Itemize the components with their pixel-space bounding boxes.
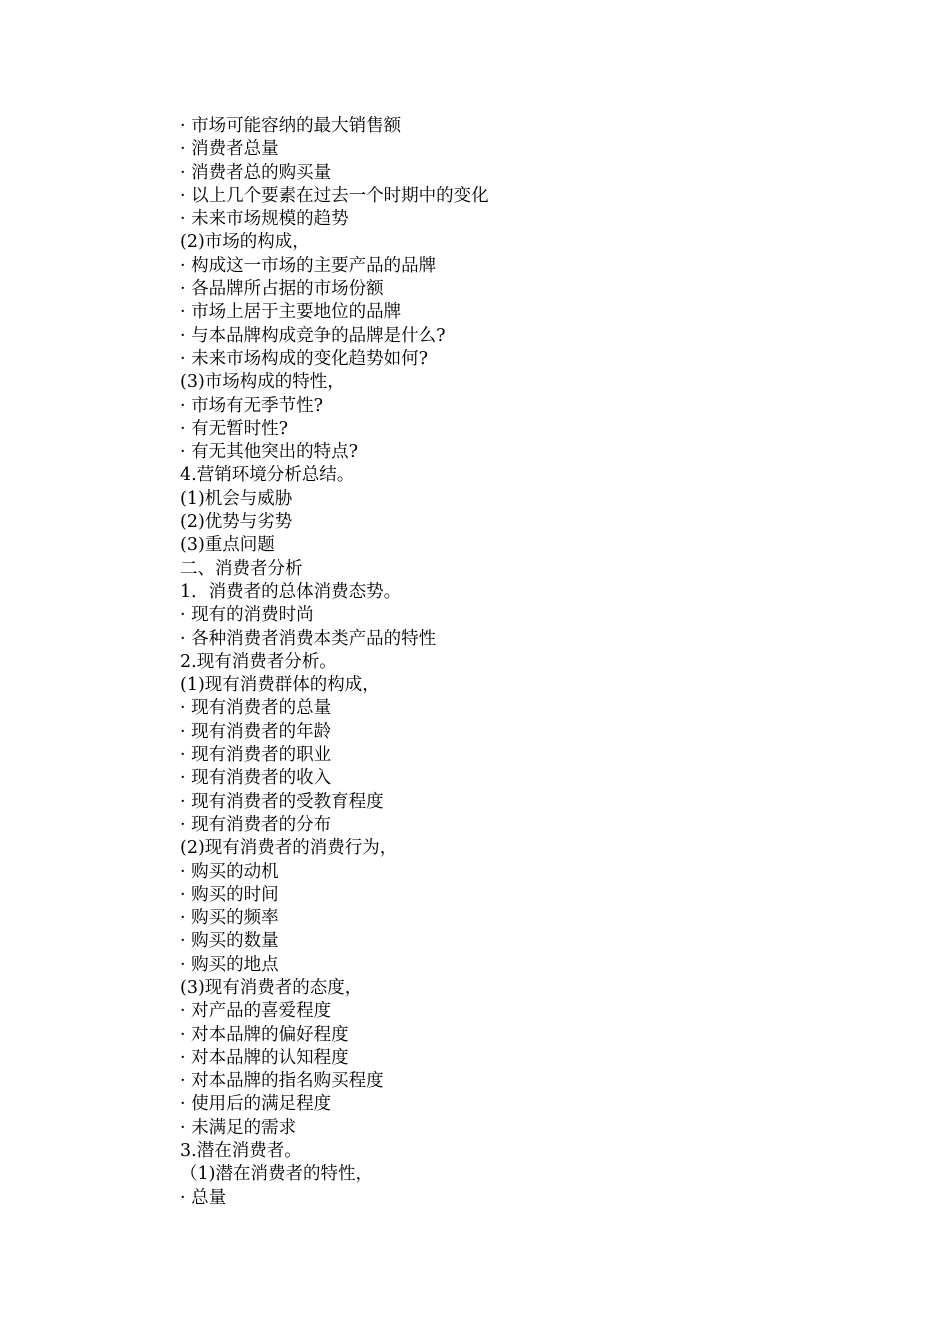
bullet-item: · 现有消费者的年龄: [180, 721, 332, 742]
bullet-item: · 未满足的需求: [180, 1117, 297, 1138]
bullet-item: · 现有消费者的收入: [180, 768, 332, 789]
bullet-item: · 有无其他突出的特点?: [180, 442, 359, 463]
section-heading: 4.营销环境分析总结。: [180, 465, 355, 486]
bullet-item: · 现有消费者的职业: [180, 745, 332, 766]
section-heading: 1．消费者的总体消费态势。: [180, 581, 402, 602]
bullet-item: · 购买的频率: [180, 908, 279, 929]
subsection-heading: (2)优势与劣势: [180, 512, 293, 533]
subsection-heading: (2)市场的构成，: [180, 232, 310, 253]
bullet-item: · 现有消费者的分布: [180, 814, 332, 835]
chapter-heading: 二、消费者分析: [180, 558, 303, 579]
bullet-item: · 对产品的喜爱程度: [180, 1001, 332, 1022]
subsection-heading: （1)潜在消费者的特性，: [180, 1164, 373, 1185]
bullet-item: · 购买的地点: [180, 954, 279, 975]
bullet-item: · 对本品牌的偏好程度: [180, 1024, 349, 1045]
bullet-item: · 对本品牌的认知程度: [180, 1047, 349, 1068]
bullet-item: · 各品牌所占据的市场份额: [180, 279, 384, 300]
bullet-item: · 购买的动机: [180, 861, 279, 882]
bullet-item: · 消费者总的购买量: [180, 162, 332, 183]
bullet-item: · 有无暂时性?: [180, 418, 289, 439]
bullet-item: · 购买的数量: [180, 931, 279, 952]
bullet-item: · 以上几个要素在过去一个时期中的变化: [180, 185, 489, 206]
bullet-item: · 总量: [180, 1187, 227, 1208]
bullet-item: · 对本品牌的指名购买程度: [180, 1071, 384, 1092]
bullet-item: · 市场上居于主要地位的品牌: [180, 302, 402, 323]
bullet-item: · 购买的时间: [180, 884, 279, 905]
bullet-item: · 构成这一市场的主要产品的品牌: [180, 255, 437, 276]
section-heading: 3.潜在消费者。: [180, 1141, 302, 1162]
subsection-heading: (3)市场构成的特性，: [180, 372, 345, 393]
subsection-heading: (1)机会与威胁: [180, 488, 293, 509]
bullet-item: · 未来市场构成的变化趋势如何?: [180, 348, 429, 369]
document-body: [180, 115, 780, 1210]
bullet-item: · 使用后的满足程度: [180, 1094, 332, 1115]
bullet-item: · 与本品牌构成竞争的品牌是什么?: [180, 325, 446, 346]
bullet-item: · 各种消费者消费本类产品的特性: [180, 628, 437, 649]
subsection-heading: (3)重点问题: [180, 535, 275, 556]
bullet-item: · 现有的消费时尚: [180, 605, 314, 626]
bullet-item: · 消费者总量: [180, 139, 279, 160]
section-heading: 2.现有消费者分析。: [180, 651, 337, 672]
bullet-item: · 现有消费者的总量: [180, 698, 332, 719]
subsection-heading: (1)现有消费群体的构成，: [180, 675, 380, 696]
bullet-item: · 未来市场规模的趋势: [180, 209, 349, 230]
bullet-item: · 市场可能容纳的最大销售额: [180, 116, 402, 136]
bullet-item: · 现有消费者的受教育程度: [180, 791, 384, 812]
bullet-item: · 市场有无季节性?: [180, 395, 324, 416]
subsection-heading: (3)现有消费者的态度，: [180, 977, 363, 998]
subsection-heading: (2)现有消费者的消费行为，: [180, 838, 398, 859]
